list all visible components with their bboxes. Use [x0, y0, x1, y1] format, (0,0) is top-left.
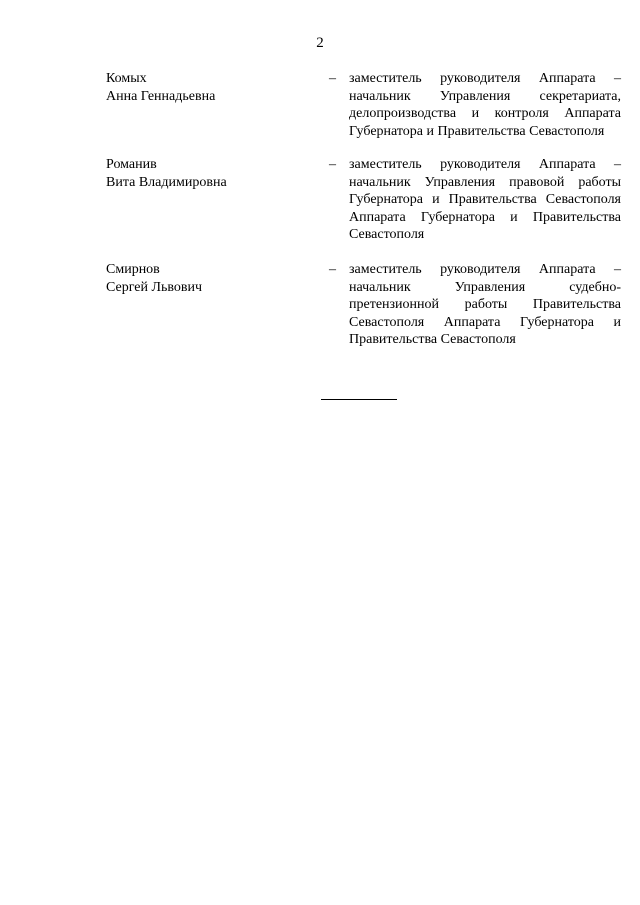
position-line: претензионной работы Правительства [349, 297, 621, 312]
person-name [106, 261, 306, 296]
given-names: Анна Геннадьевна [106, 88, 216, 104]
position-line: заместитель руководителя Аппарата – [349, 157, 621, 172]
position-line: Губернатора и Правительства Севастополя [349, 123, 605, 139]
dash-separator: – [329, 262, 336, 277]
position-line: Губернатора и Правительства Севастополя [349, 192, 621, 207]
position-line: заместитель руководителя Аппарата – [349, 71, 621, 86]
position-line: начальник Управления судебно- [349, 279, 621, 295]
position-line: Правительства Севастополя [349, 332, 516, 347]
position-description [349, 70, 621, 140]
page-number: 2 [316, 35, 324, 51]
position-line: начальник Управления секретариата, [349, 88, 621, 104]
surname: Смирнов [106, 262, 160, 277]
person-name [106, 156, 306, 191]
position-line: заместитель руководителя Аппарата – [349, 262, 621, 277]
position-description [349, 156, 621, 244]
surname: Романив [106, 157, 157, 172]
position-line: начальник Управления правовой работы [349, 174, 621, 190]
given-names: Сергей Львович [106, 279, 203, 295]
position-line: делопроизводства и контроля Аппарата [349, 106, 621, 121]
dash-separator: – [329, 157, 336, 172]
position-line: Севастополя [349, 227, 425, 242]
person-name [106, 70, 306, 105]
position-line: Севастополя Аппарата Губернатора и [349, 314, 621, 330]
dash-separator: – [329, 71, 336, 86]
given-names: Вита Владимировна [106, 174, 227, 190]
position-line: Аппарата Губернатора и Правительства [349, 209, 621, 225]
surname: Комых [106, 71, 147, 86]
end-separator-line [321, 399, 397, 400]
position-description [349, 261, 621, 349]
